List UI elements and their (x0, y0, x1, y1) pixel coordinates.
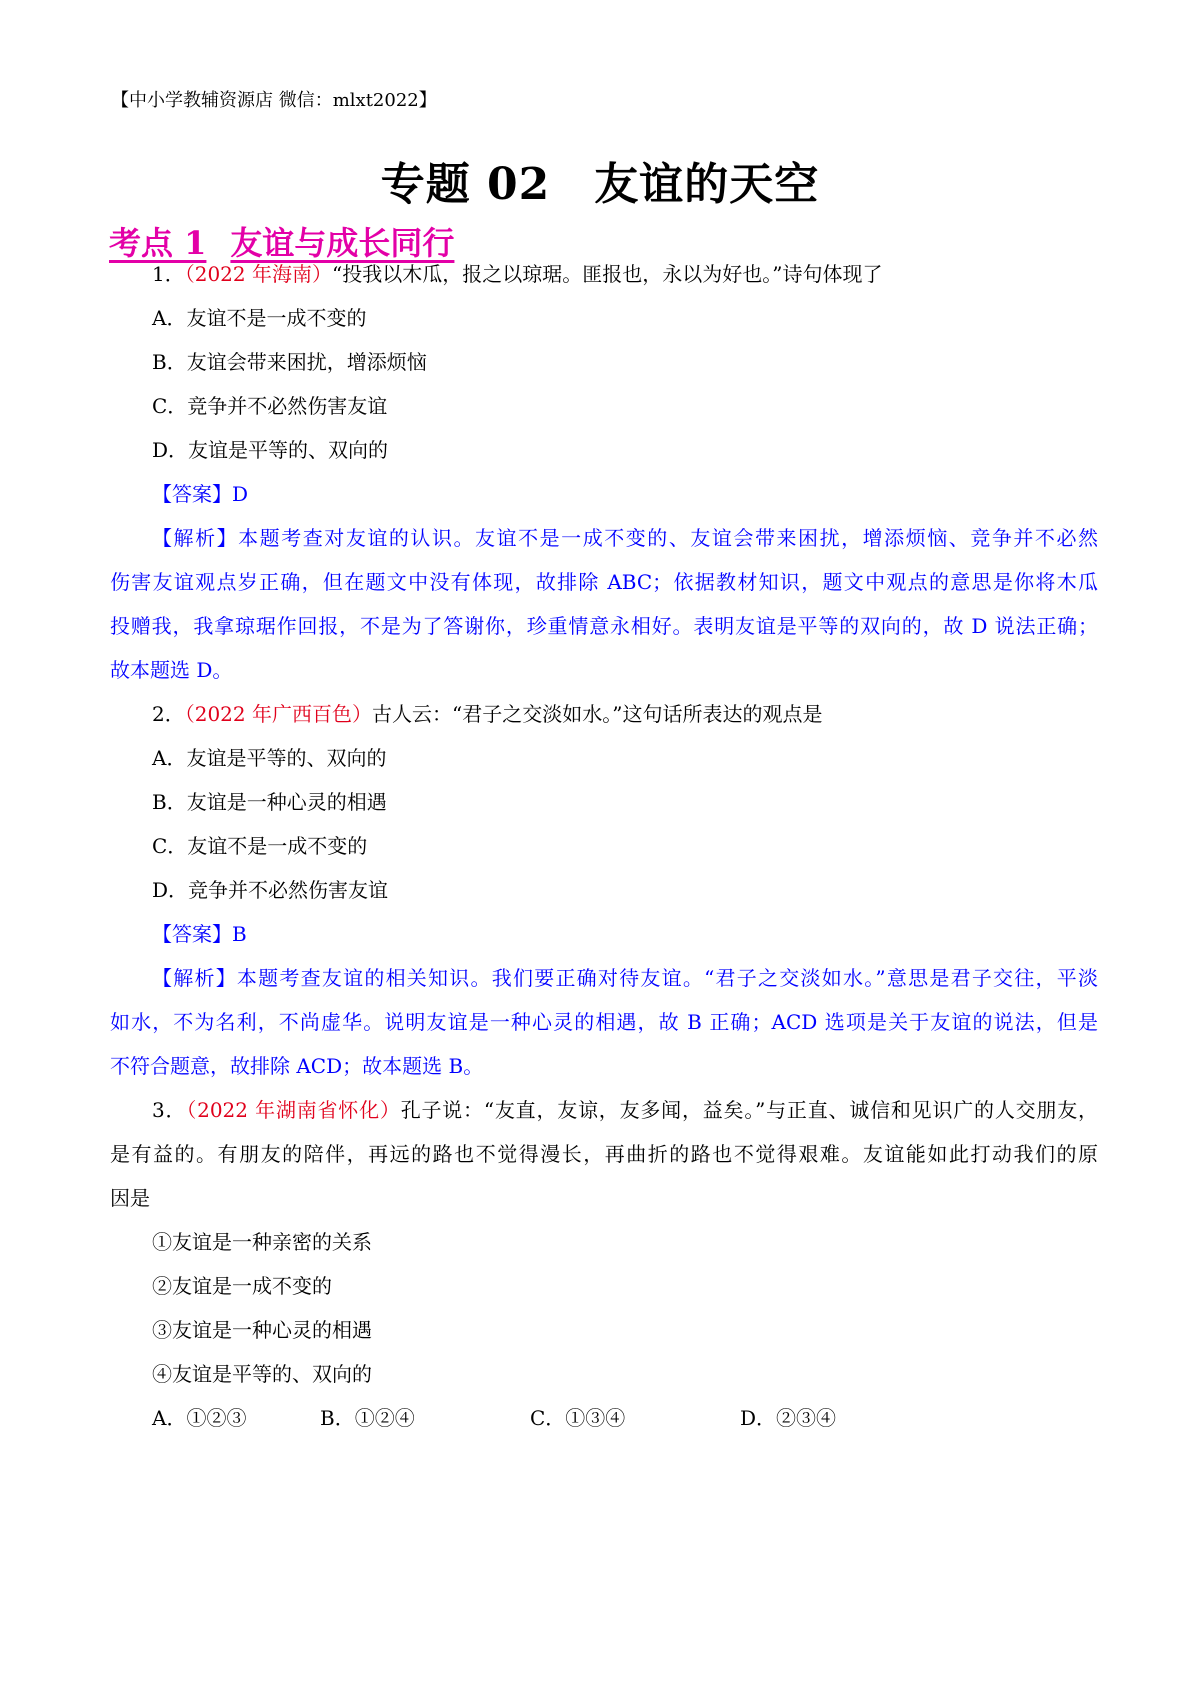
q1-option-d: D．友谊是平等的、双向的 (152, 438, 389, 462)
q2-analysis-line-3: 不符合题意，故排除 ACD；故本题选 B。 (110, 1054, 484, 1078)
q1-analysis-line-4: 故本题选 D。 (110, 658, 233, 682)
q1-analysis-line-1: 【解析】本题考查对友谊的认识。友谊不是一成不变的、友谊会带来困扰，增添烦恼、竞争并不必然 (152, 526, 1098, 550)
q3-option-c: C．①③④ (530, 1406, 626, 1430)
q2-option-a: A．友谊是平等的、双向的 (152, 746, 387, 770)
q2-source: （2022 年广西百色） (184, 702, 372, 726)
q2-stem (152, 698, 822, 727)
q2-option-c: C．友谊不是一成不变的 (152, 834, 368, 858)
q3-stem-line-1: 孔子说：“友直，友谅，友多闻，益矣。”与正直、诚信和见识广的人交朋友， (400, 1098, 1098, 1122)
q2-option-b: B．友谊是一种心灵的相遇 (152, 790, 387, 814)
q1-number: 1． (152, 262, 185, 286)
q3-stem-line-3: 因是 (110, 1186, 150, 1210)
q3-number: 3． (152, 1098, 187, 1122)
q1-option-b: B．友谊会带来困扰，增添烦恼 (152, 350, 427, 374)
q3-option-b: B．①②④ (320, 1406, 415, 1430)
q1-source: （2022 年海南） (184, 262, 332, 286)
page-title (0, 148, 1200, 212)
q3-option-d: D．②③④ (740, 1406, 837, 1430)
q3-stem (152, 1094, 1098, 1123)
q1-answer: 【答案】D (152, 482, 249, 506)
q3-statement-3: ③友谊是一种心灵的相遇 (152, 1318, 372, 1342)
section-part2: 友谊与成长同行 (230, 224, 455, 262)
section-part1: 考点 1 (109, 224, 207, 262)
q1-option-c: C．竞争并不必然伤害友谊 (152, 394, 388, 418)
q3-stem-line-2: 是有益的。有朋友的陪伴，再远的路也不觉得漫长，再曲折的路也不觉得艰难。友谊能如此打动我们的原 (110, 1142, 1098, 1166)
q2-option-d: D．竞争并不必然伤害友谊 (152, 878, 389, 902)
q1-option-a: A．友谊不是一成不变的 (152, 306, 367, 330)
q1-analysis-line-3: 投赠我，我拿琼琚作回报，不是为了答谢你，珍重情意永相好。表明友谊是平等的双向的，故 D 说法正确； (110, 614, 1098, 638)
title-part1: 专题 02 (380, 159, 551, 210)
q2-answer: 【答案】B (152, 922, 247, 946)
q3-statement-1: ①友谊是一种亲密的关系 (152, 1230, 372, 1254)
title-part2: 友谊的天空 (594, 159, 820, 210)
q2-analysis-line-2: 如水，不为名利，不尚虚华。说明友谊是一种心灵的相遇，故 B 正确；ACD 选项是关于友谊的说法，但是 (110, 1010, 1098, 1034)
q3-option-a: A．①②③ (152, 1406, 247, 1430)
q1-stem (152, 258, 882, 287)
q1-analysis-line-2: 伤害友谊观点岁正确，但在题文中没有体现，故排除 ABC；依据教材知识，题文中观点的意思是你将木瓜 (110, 570, 1098, 594)
header-note: 【中小学教辅资源店 微信：mlxt2022】 (111, 90, 437, 111)
q3-statement-2: ②友谊是一成不变的 (152, 1274, 332, 1298)
q2-number: 2． (152, 702, 185, 726)
q2-stem-text: 古人云：“君子之交淡如水。”这句话所表达的观点是 (372, 702, 823, 726)
q1-stem-text: “投我以木瓜，报之以琼琚。匪报也，永以为好也。”诗句体现了 (332, 262, 883, 286)
q2-analysis-line-1: 【解析】本题考查友谊的相关知识。我们要正确对待友谊。“君子之交淡如水。”意思是君子交往，平淡 (152, 966, 1098, 990)
q3-statement-4: ④友谊是平等的、双向的 (152, 1362, 372, 1386)
q3-source: （2022 年湖南省怀化） (186, 1098, 401, 1122)
